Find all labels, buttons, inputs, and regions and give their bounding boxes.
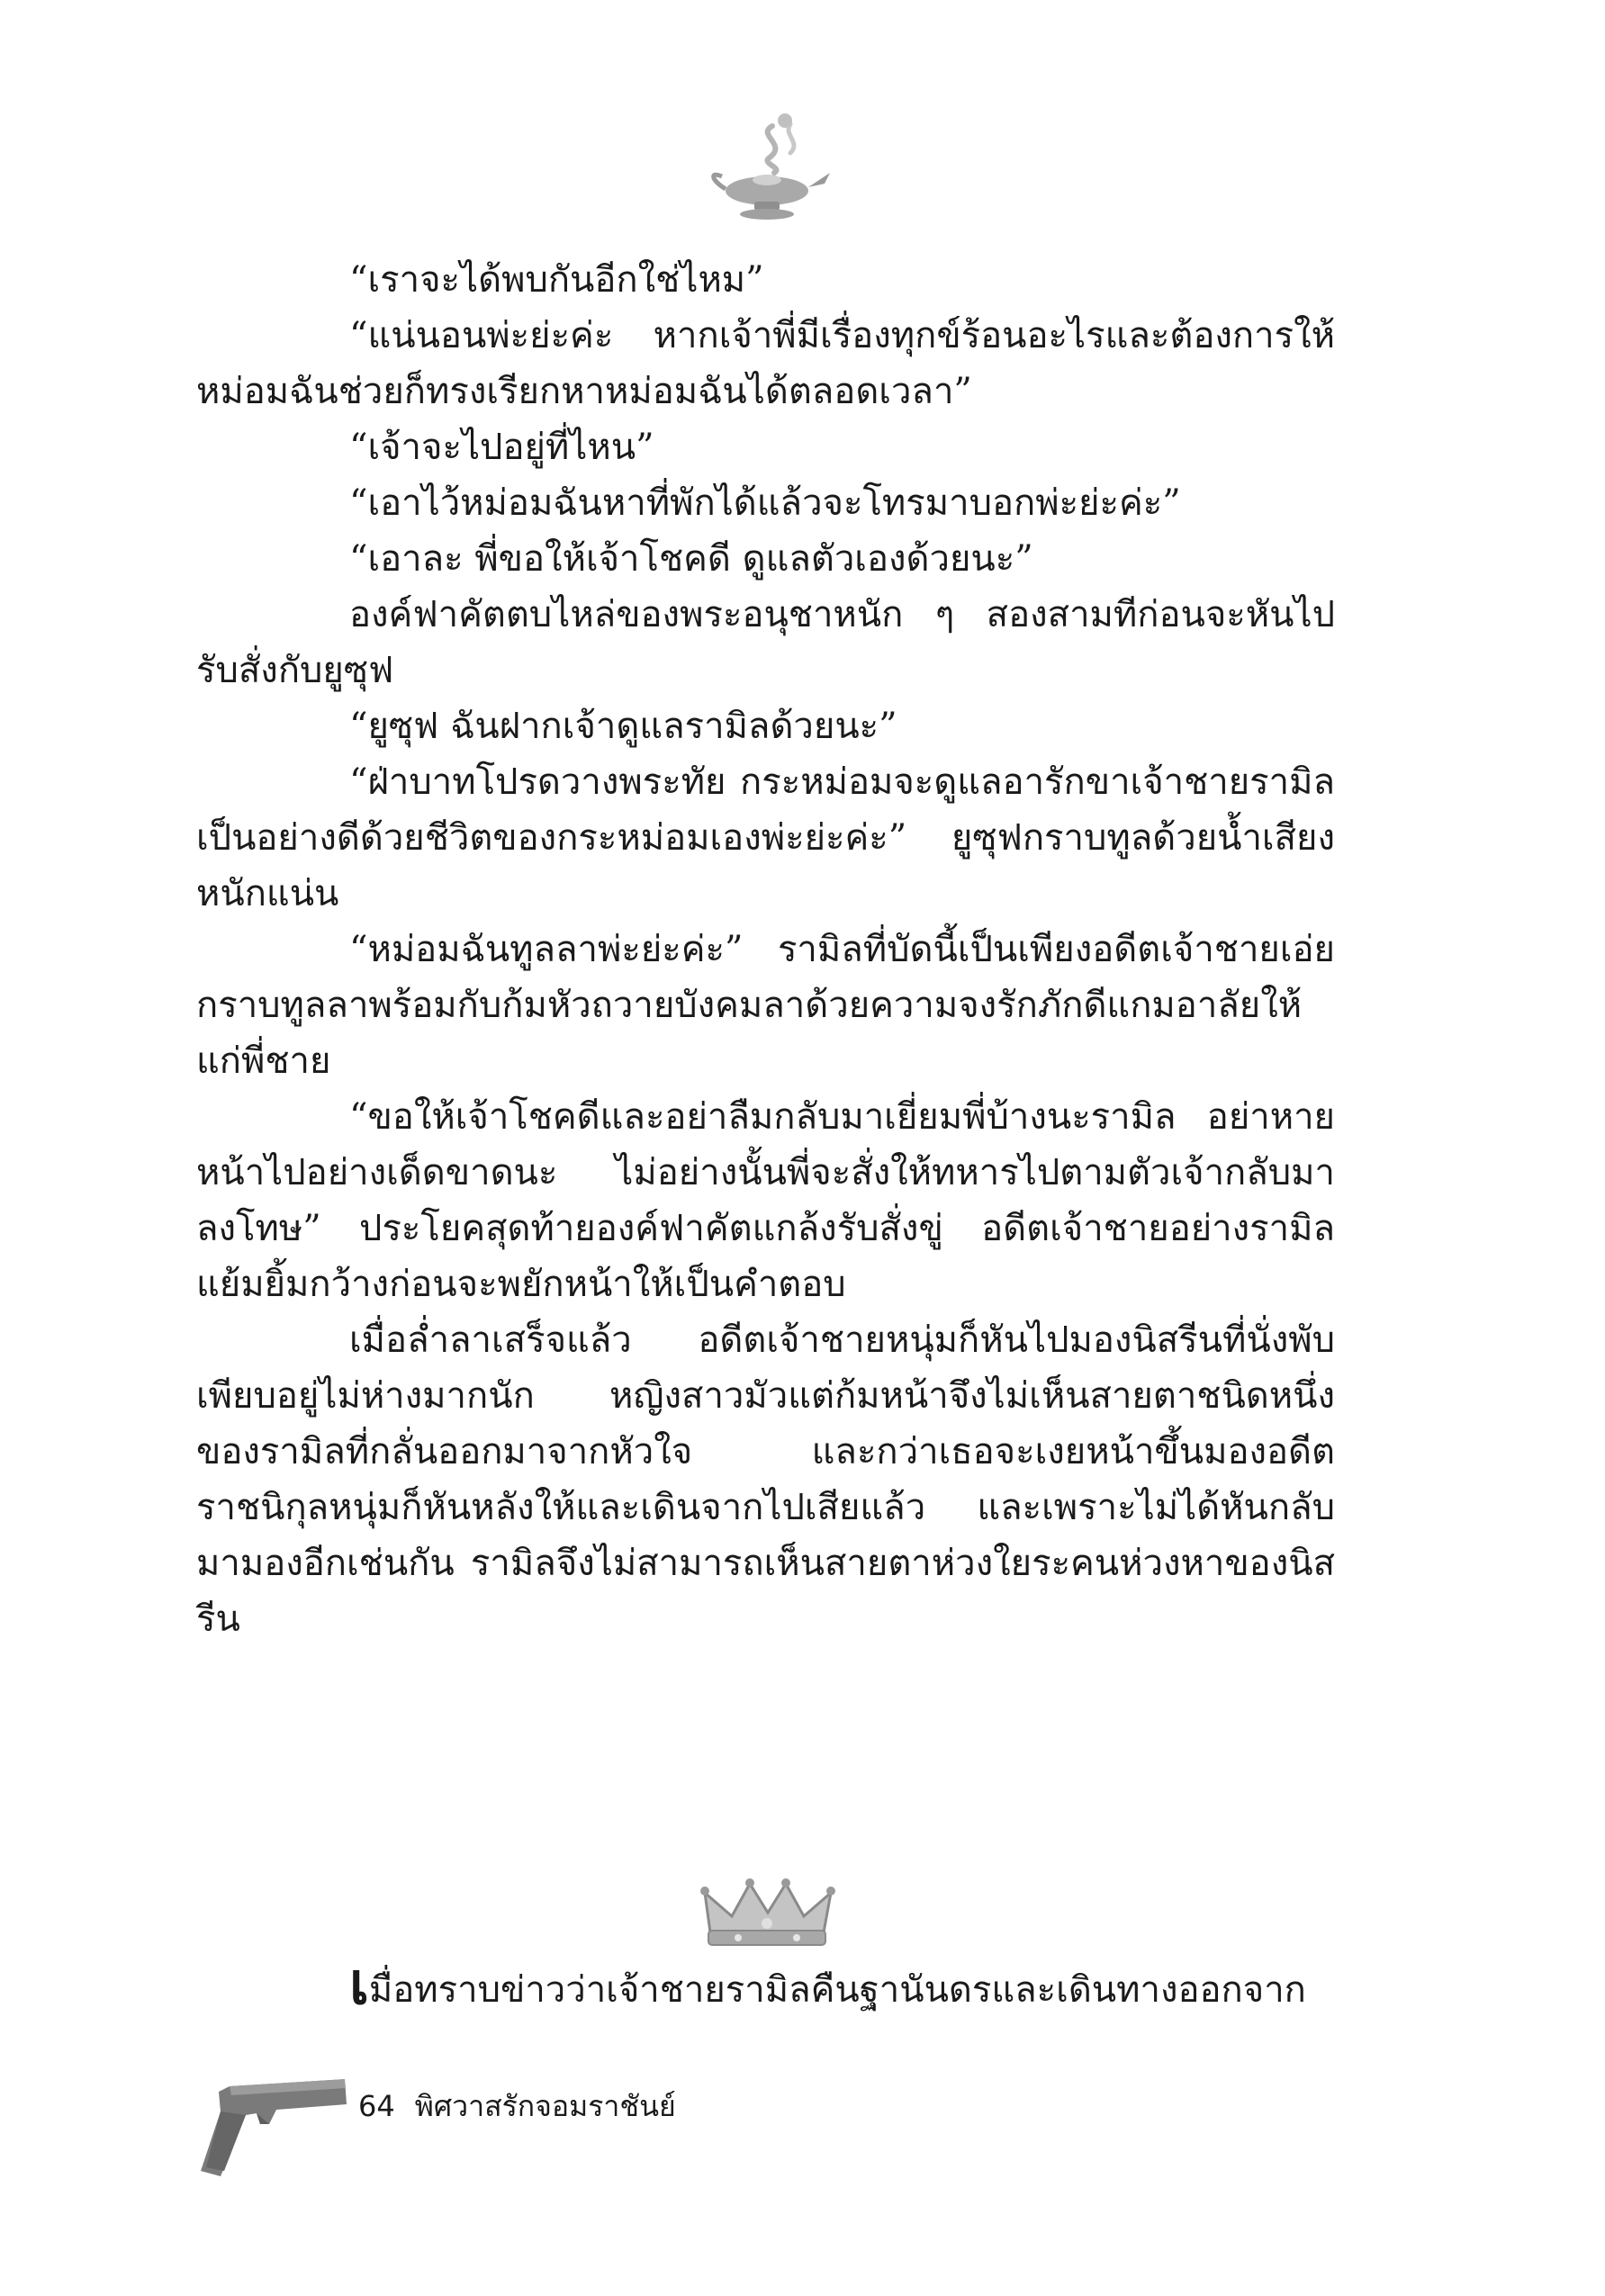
- page-footer: [358, 2088, 676, 2124]
- paragraph-7: “ยูซุฟ ฉันฝากเจ้าดูแลรามิลด้วยนะ”: [349, 706, 897, 747]
- paragraph-9: “หม่อมฉันทูลลาพ่ะย่ะค่ะ” รามิลที่บัดนี้เป็นเพียงอดีตเจ้าชายเอ่ยกราบทูลลาพร้อมกับก้มหัวถวายบังคมลาด้วยความจงรักภักดีแกมอาลัยให้แก่พี่ชาย: [196, 929, 1335, 1082]
- crown-icon: [698, 1877, 837, 1953]
- book-title: พิศวาสรักจอมราชันย์: [414, 2089, 676, 2123]
- paragraph-3: “เจ้าจะไปอยู่ที่ไหน”: [349, 427, 654, 468]
- drop-cap: เ: [349, 1950, 369, 2018]
- page-number: 64: [358, 2089, 395, 2123]
- gun-icon: [194, 2070, 351, 2187]
- paragraph-4: “เอาไว้หม่อมฉันหาที่พักได้แล้วจะโทรมาบอกพ่ะย่ะค่ะ”: [349, 482, 1181, 524]
- story-text: [196, 252, 1335, 1647]
- genie-lamp-icon: [702, 108, 837, 225]
- paragraph-6: องค์ฟาคัตตบไหล่ของพระอนุชาหนัก ๆ สองสามทีก่อนจะหันไปรับสั่งกับยูซุฟ: [196, 594, 1335, 691]
- next-section-opening: [349, 1950, 1339, 2018]
- paragraph-5: “เอาละ พี่ขอให้เจ้าโชคดี ดูแลตัวเองด้วยนะ”: [349, 538, 1033, 580]
- next-section-text: มื่อทราบข่าวว่าเจ้าชายรามิลคืนฐานันดรและเดินทางออกจาก: [368, 1969, 1306, 2011]
- paragraph-11: เมื่อล่ำลาเสร็จแล้ว อดีตเจ้าชายหนุ่มก็หันไปมองนิสรีนที่นั่งพับเพียบอยู่ไม่ห่างมากนัก หญิงสาวมัวแต่ก้มหน้าจึงไม่เห็นสายตาชนิดหนึ่งของรามิลที่กลั่นออกมาจากหัวใจ และกว่าเธอจะเงยหน้าขึ้นมองอดีตราชนิกุลหนุ่มก็หันหลังให้และเดินจากไปเสียแล้ว และเพราะไม่ได้หันกลับมามองอีกเช่นกัน รามิลจึงไม่สามารถเห็นสายตาห่วงใยระคนห่วงหาของนิสรีน: [196, 1319, 1335, 1640]
- paragraph-2: “แน่นอนพ่ะย่ะค่ะ หากเจ้าพี่มีเรื่องทุกข์ร้อนอะไรและต้องการให้หม่อมฉันช่วยก็ทรงเรียกหาหม่อมฉันได้ตลอดเวลา”: [196, 315, 1335, 412]
- paragraph-1: “เราจะได้พบกันอีกใช่ไหม”: [349, 259, 764, 301]
- paragraph-8: “ฝ่าบาทโปรดวางพระทัย กระหม่อมจะดูแลอารักขาเจ้าชายรามิลเป็นอย่างดีด้วยชีวิตของกระหม่อมเองพ่ะย่ะค่ะ” ยูซุฟกราบทูลด้วยน้ำเสียงหนักแน่น: [196, 761, 1335, 914]
- paragraph-10: “ขอให้เจ้าโชคดีและอย่าลืมกลับมาเยี่ยมพี่บ้างนะรามิล อย่าหายหน้าไปอย่างเด็ดขาดนะ ไม่อย่างนั้นพี่จะสั่งให้ทหารไปตามตัวเจ้ากลับมาลงโทษ” ประโยคสุดท้ายองค์ฟาคัตแกล้งรับสั่งขู่ อดีตเจ้าชายอย่างรามิลแย้มยิ้มกว้างก่อนจะพยักหน้าให้เป็นคำตอบ: [196, 1096, 1335, 1305]
